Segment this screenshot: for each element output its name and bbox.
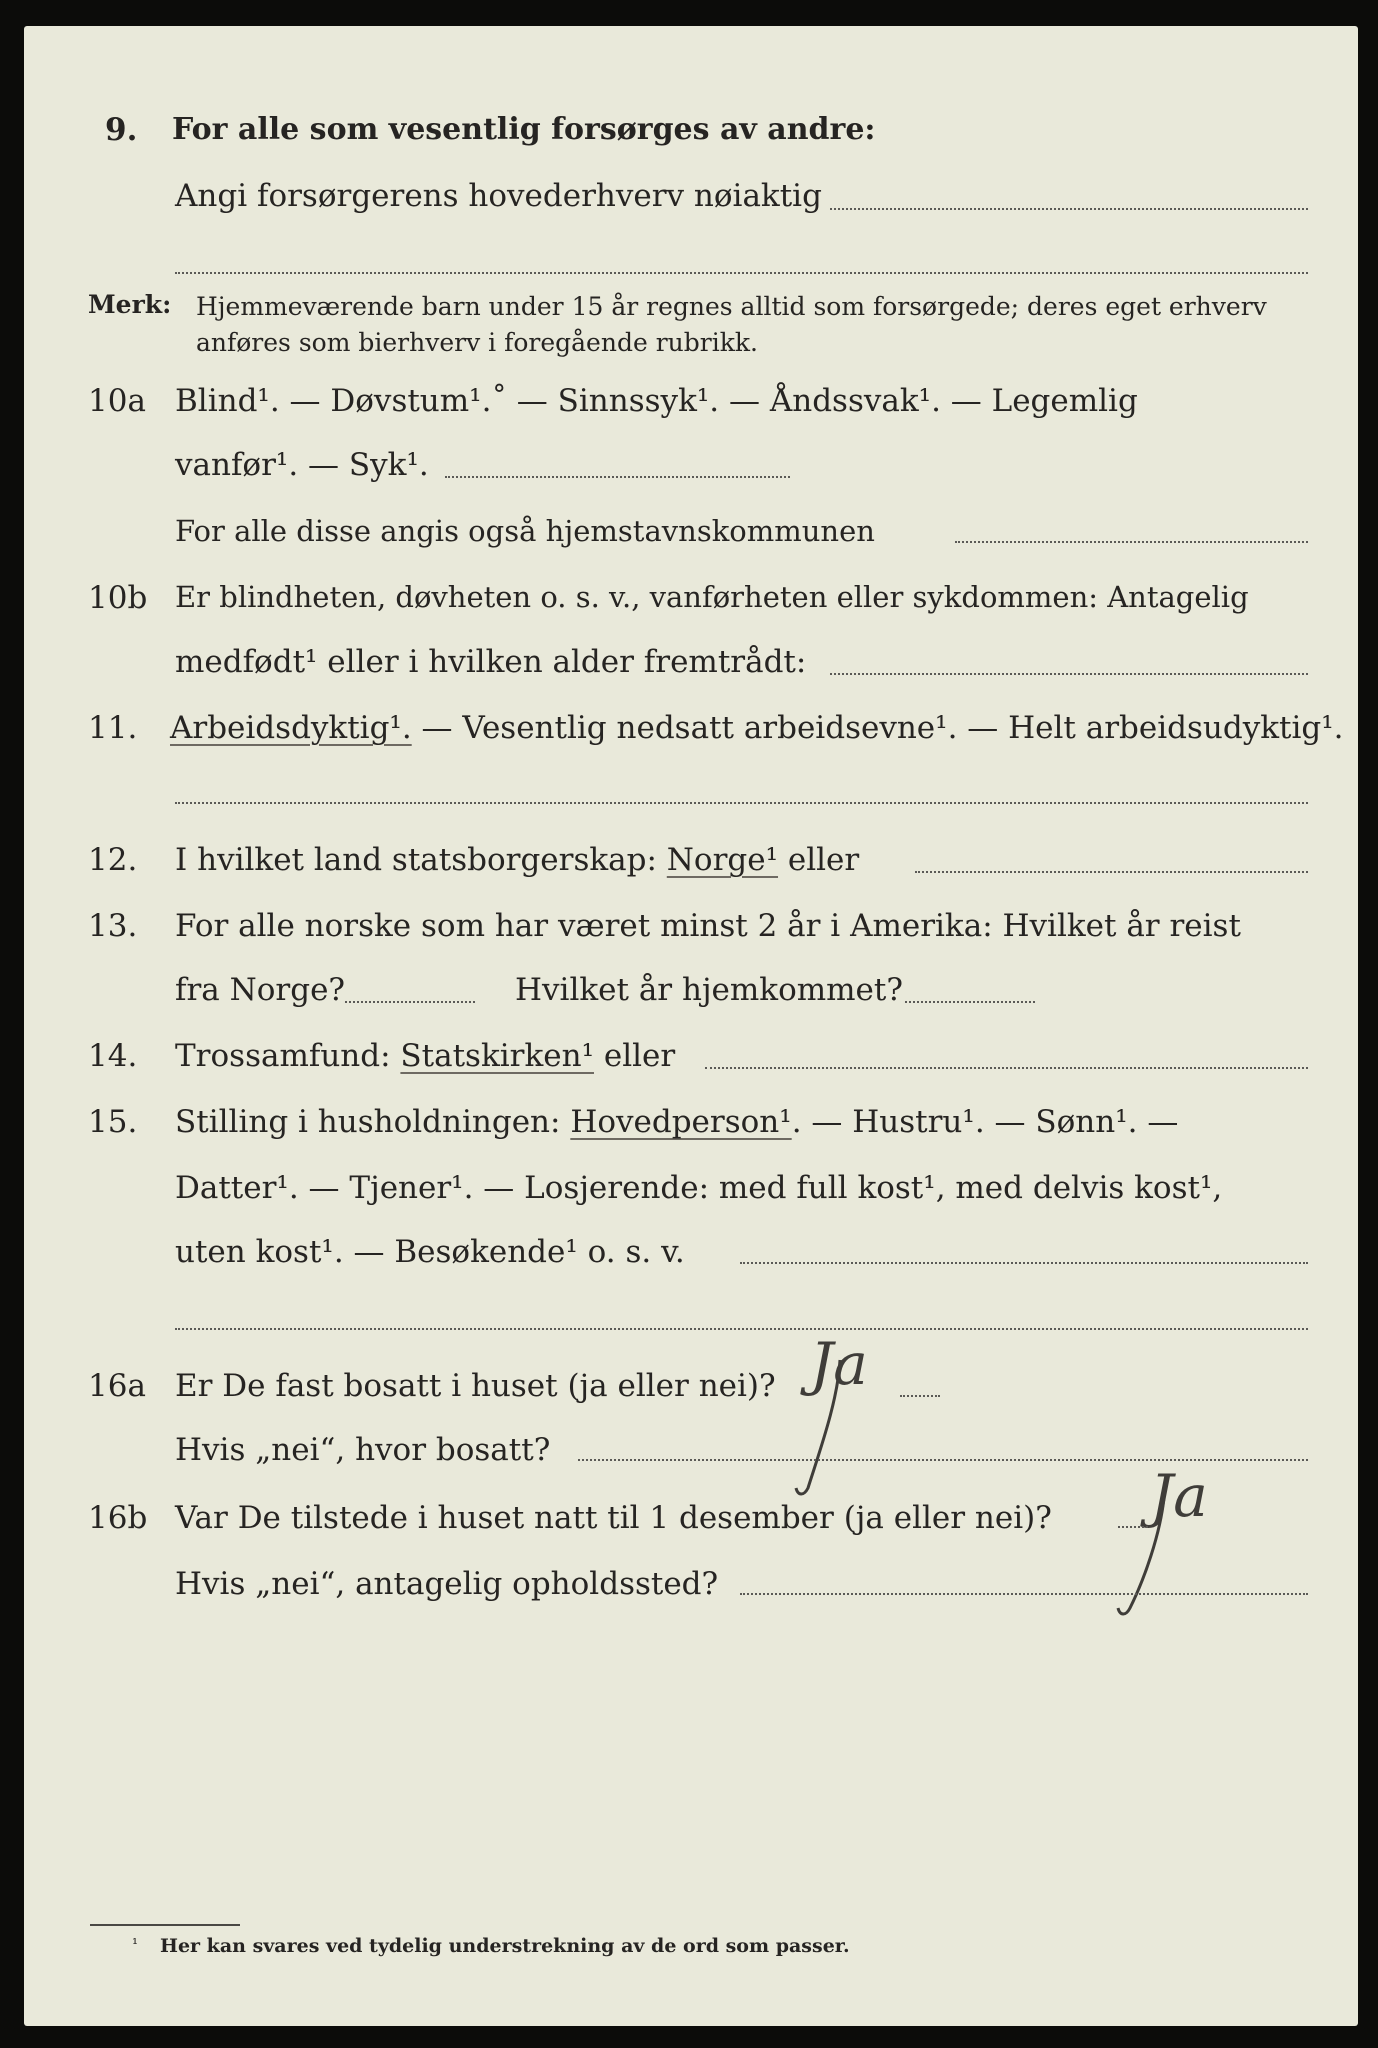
q16b-handwriting-stroke	[1100, 1490, 1180, 1620]
q9-title: For alle som vesentlig forsørges av andre:	[172, 112, 876, 147]
q14-answer-underlined: Statskirken¹	[400, 1038, 594, 1074]
q15-prompt: Stilling i husholdningen:	[175, 1104, 571, 1140]
q16a-number: 16a	[88, 1368, 146, 1404]
q16b-number: 16b	[88, 1500, 148, 1536]
footnote-text: Her kan svares ved tydelig understrekning av de ord som passer.	[160, 1935, 850, 1957]
q11-answer-underlined: Arbeidsdyktig¹.	[170, 710, 412, 746]
q9-number: 9.	[105, 112, 138, 148]
q10b-line-1: Er blindheten, døvheten o. s. v., vanførheten eller sykdommen: Antagelig	[175, 580, 1249, 614]
q10a-syk-field[interactable]	[445, 476, 790, 478]
q10a-number: 10a	[88, 383, 146, 419]
q13-line-2b: Hvilket år hjemkommet?	[515, 972, 903, 1008]
q12-answer-field[interactable]	[915, 871, 1308, 873]
q15-answer-field[interactable]	[740, 1262, 1308, 1264]
q13-reist-field[interactable]	[345, 1001, 475, 1003]
q15-line-3: uten kost¹. — Besøkende¹ o. s. v.	[175, 1234, 685, 1270]
q10a-hjemstavn-field[interactable]	[955, 541, 1308, 543]
q15-line-2: Datter¹. — Tjener¹. — Losjerende: med full kost¹, med delvis kost¹,	[175, 1170, 1223, 1206]
merk-line-1: Hjemmeværende barn under 15 år regnes alltid som forsørgede; deres eget erhverv	[196, 292, 1267, 321]
q11-answer-field[interactable]	[175, 802, 1308, 804]
q16a-handwritten-answer: Ja	[810, 1330, 868, 1398]
q9-answer-field-2[interactable]	[175, 272, 1308, 274]
q14-answer-field[interactable]	[705, 1067, 1308, 1069]
q16a-bosatt-field[interactable]	[578, 1459, 1308, 1461]
q12-answer-underlined: Norge¹	[666, 842, 779, 878]
q15-post: . — Hustru¹. — Sønn¹. —	[791, 1104, 1179, 1140]
q13-line-2a: fra Norge?	[175, 972, 346, 1008]
q15-answer-underlined: Hovedperson¹	[570, 1104, 792, 1140]
q11-number: 11.	[88, 710, 138, 746]
census-form-page	[24, 26, 1358, 2026]
footnote-rule	[90, 1924, 240, 1926]
q11-line	[170, 710, 1344, 746]
q13-line-1: For alle norske som har været minst 2 år i Amerika: Hvilket år reist	[175, 908, 1241, 944]
q11-rest: — Vesentlig nedsatt arbeidsevne¹. — Helt arbeidsudyktig¹.	[411, 710, 1344, 746]
q14-prompt: Trossamfund:	[175, 1038, 401, 1074]
q10a-line-1: Blind¹. — Døvstum¹.˚ — Sinnssyk¹. — Åndssvak¹. — Legemlig	[175, 383, 1138, 419]
q14-number: 14.	[88, 1038, 138, 1074]
q15-line-1	[175, 1104, 1178, 1140]
q10b-line-2: medfødt¹ eller i hvilken alder fremtrådt:	[175, 644, 807, 680]
q12-number: 12.	[88, 842, 138, 878]
q10b-number: 10b	[88, 580, 148, 616]
q9-line: Angi forsørgerens hovederhverv nøiaktig	[175, 178, 822, 214]
q16b-line-1: Var De tilstede i huset natt til 1 desember (ja eller nei)?	[175, 1500, 1052, 1536]
q12-post: eller	[778, 842, 860, 878]
q10a-line-2: vanfør¹. — Syk¹.	[175, 447, 429, 483]
merk-line-2: anføres som bierhverv i foregående rubrikk.	[196, 328, 758, 357]
q13-number: 13.	[88, 908, 138, 944]
q14-post: eller	[594, 1038, 676, 1074]
q15-number: 15.	[88, 1104, 138, 1140]
merk-label: Merk:	[88, 290, 172, 319]
q12-line	[175, 842, 859, 878]
q10b-answer-field[interactable]	[830, 673, 1308, 675]
q16b-handwritten-answer: Ja	[1150, 1462, 1208, 1530]
q12-prompt: I hvilket land statsborgerskap:	[175, 842, 667, 878]
q16b-opholdssted-field[interactable]	[740, 1593, 1308, 1595]
q13-hjemkommet-field[interactable]	[905, 1001, 1035, 1003]
q16a-answer-field[interactable]	[900, 1395, 940, 1397]
q16a-line-1: Er De fast bosatt i huset (ja eller nei)?	[175, 1368, 776, 1404]
footnote-mark: ¹	[132, 1935, 139, 1953]
q10a-line-3: For alle disse angis også hjemstavnskommunen	[175, 514, 875, 548]
q16a-handwriting-stroke	[780, 1350, 860, 1500]
q14-line	[175, 1038, 675, 1074]
q16b-line-2: Hvis „nei“, antagelig opholdssted?	[175, 1566, 719, 1602]
q16a-line-2: Hvis „nei“, hvor bosatt?	[175, 1432, 551, 1468]
q9-answer-field[interactable]	[830, 208, 1308, 210]
q15-answer-field-2[interactable]	[175, 1328, 1308, 1330]
